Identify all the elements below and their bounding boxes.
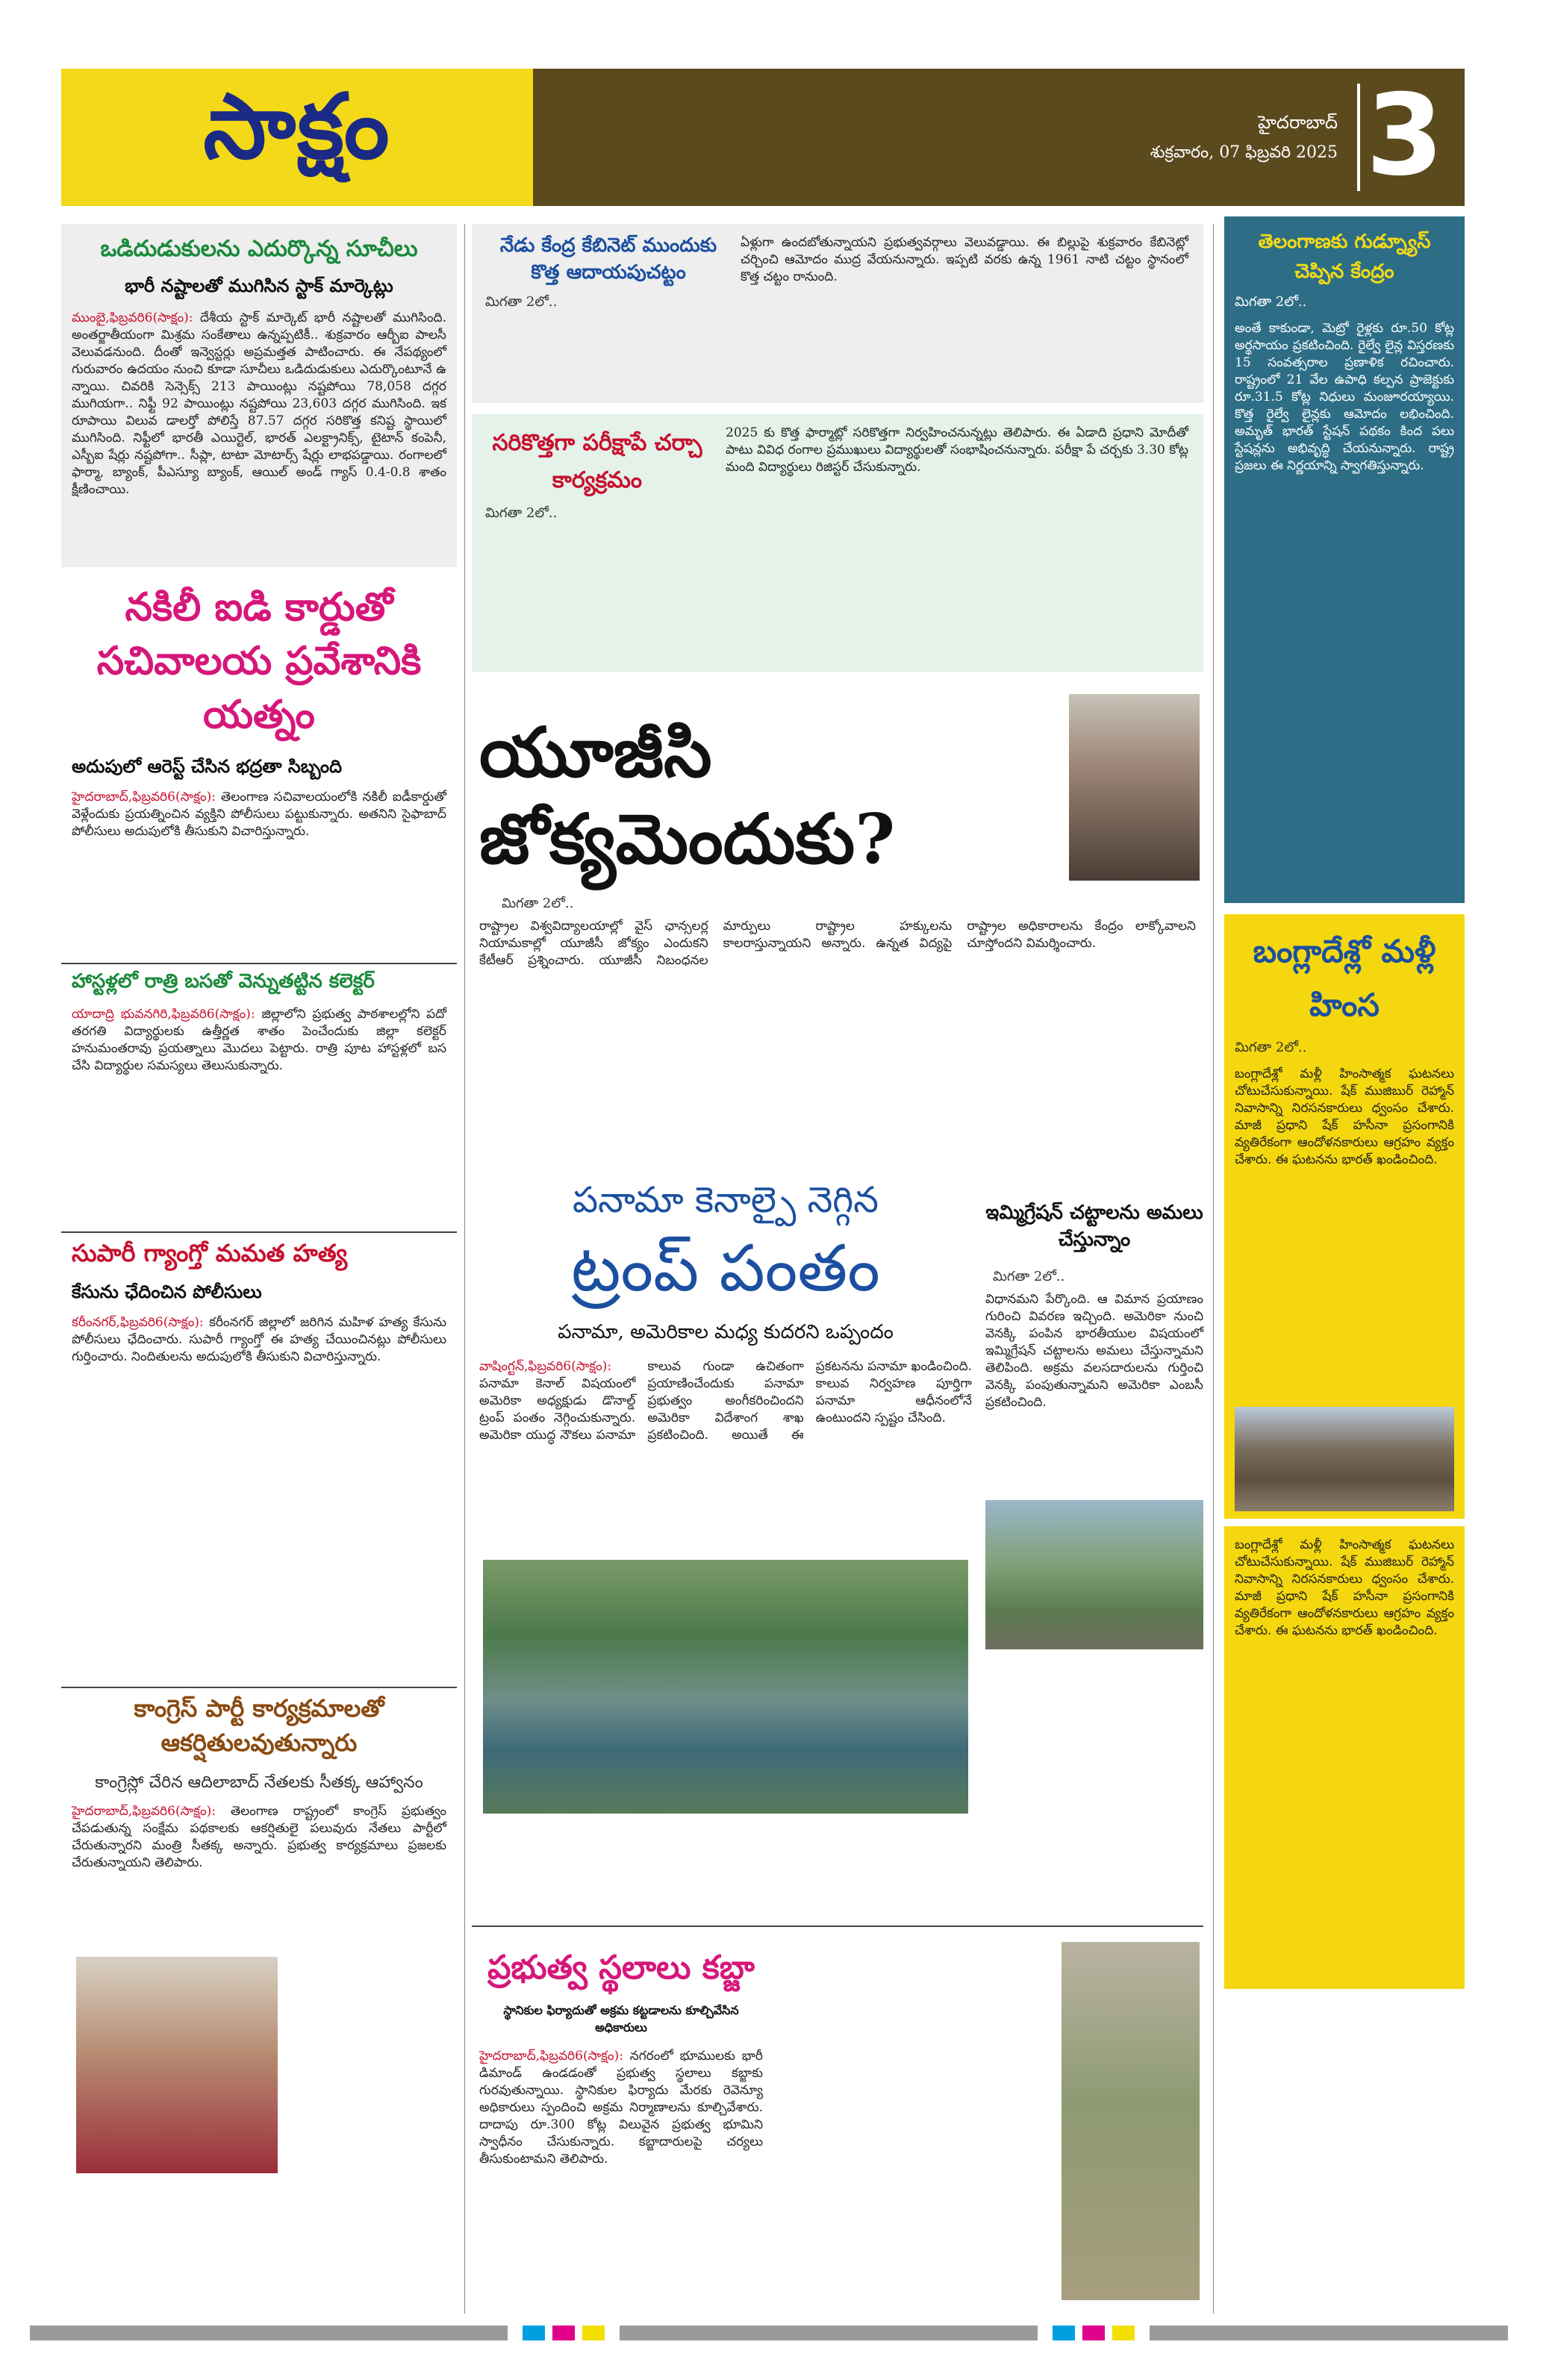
reg-magenta <box>552 2326 575 2340</box>
fake-id-text: తెలంగాణ సచివాలయంలోకి నకిలీ ఐడీకార్డుతో వెళ్లేందుకు ప్రయత్నించిన వ్యక్తిని పోలీసులు పట్టుకున్నారు. అతనిని సైఫాబాద్ పోలీసులు అదుపులోకి తీసుకుని విచారిస్తున్నారు. <box>72 790 446 839</box>
bangladesh-photo <box>1235 1407 1454 1511</box>
ugc-headline: యూజీసి జోక్యమెందుకు? <box>479 712 896 879</box>
reg-yellow-2 <box>1112 2326 1135 2340</box>
edition-date: శుక్రవారం, 07 ఫిబ్రవరి 2025 <box>1150 143 1338 162</box>
panama-dateline: వాషింగ్టన్,ఫిబ్రవరి6(సాక్షం): <box>479 1359 612 1374</box>
land-text: నగరంలో భూములకు భారీ డిమాండ్ ఉండడంతో ప్రభుత్వ స్థలాలు కబ్జాకు గురవుతున్నాయి. స్థానికుల ఫిర్యాదు మేరకు రెవెన్యూ అధికారులు స్పందించి అక్రమ నిర్మాణాలను కూల్చివేశారు. దాదాపు రూ.300 కోట్ల విలువైన ప్రభుత్వ భూమిని స్వాధీనం చేసుకున్నారు. కబ్జాదారులపై చర్యలు తీసుకుంటామని తెలిపారు. <box>479 2049 763 2167</box>
collector-body <box>72 1006 446 1075</box>
immigration-story <box>985 1172 1203 1843</box>
bangladesh-body: బంగ్లాదేశ్లో మళ్లీ హింసాత్మక ఘటనలు చోటుచేసుకున్నాయి. షేక్ ముజిబుర్ రెహ్మాన్ నివాసాన్ని నిరసనకారులు ధ్వంసం చేశారు. మాజీ ప్రధాని షేక్ హసీనా ప్రసంగానికి వ్యతిరేకంగా ఆందోళనకారులు ఆగ్రహం వ్యక్తం చేశారు. ఈ ఘటనను భారత్ ఖండించింది. <box>1235 1066 1454 1167</box>
fake-id-subhead: అదుపులో ఆరెస్ట్ చేసిన భద్రతా సిబ్బంది <box>72 755 343 777</box>
ktr-photo <box>1069 694 1200 881</box>
market-subhead: భారీ నష్టాలతో ముగిసిన స్టాక్ మార్కెట్లు <box>125 275 393 296</box>
ugc-story <box>472 687 1203 1164</box>
congress-story <box>61 1687 457 2314</box>
print-registration-bar <box>30 2326 1513 2340</box>
reg-black-3 <box>1150 2326 1508 2340</box>
congress-body <box>72 1803 446 1872</box>
masthead-info-bar <box>533 69 1465 206</box>
pariksha-story <box>472 414 1203 672</box>
congress-text: తెలంగాణ రాష్ట్రంలో కాంగ్రెస్ ప్రభుత్వం చేపడుతున్న సంక్షేమ పథకాలకు ఆకర్షితులై పలువురు నేతలు పార్టీలో చేరుతున్నారని మంత్రి సీతక్క అన్నారు. ప్రభుత్వ కార్యక్రమాలు ప్రజలకు చేరుతున్నాయని తెలిపారు. <box>72 1804 446 1870</box>
market-story <box>61 224 457 567</box>
bangladesh-headline: బంగ్లాదేశ్లో మళ్లీ హింస <box>1253 933 1436 1023</box>
bangladesh-byline: మిగతా 2లో.. <box>1235 1040 1307 1055</box>
collector-text: జిల్లాలోని ప్రభుత్వ పాఠశాలల్లోని పదో తరగతి విద్యార్థులకు ఉత్తీర్ణత శాతం పెంచేందుకు జిల్లా కలెక్టర్ హనుమంతరావు ప్రయత్నాలు మొదలు పెట్టారు. రాత్రి పూట హాస్టళ్లలో బస చేసి విద్యార్థుల సమస్యలు తెలుసుకున్నారు. <box>72 1007 446 1073</box>
land-body <box>479 2048 763 2168</box>
supari-body <box>72 1314 446 1366</box>
reg-magenta-2 <box>1082 2326 1105 2340</box>
fake-id-body <box>72 789 446 840</box>
pariksha-body: 2025 కు కొత్త ఫార్మాట్లో సరికొత్తగా నిర్వహించనున్నట్లు తెలిపారు. ఈ ఏడాది ప్రధాని మోదీతో పాటు వివిధ రంగాల ప్రముఖులు విద్యార్థులతో సంభాషించనున్నారు. పరీక్షా పే చర్చకు 3.30 కోట్ల మంది విద్యార్థులు రిజిస్టర్ చేసుకున్నారు. <box>726 425 1188 475</box>
logo-box <box>61 69 533 206</box>
congress-dateline: హైదరాబాద్,ఫిబ్రవరి6(సాక్షం): <box>72 1804 216 1819</box>
telangana-news-body: అంతే కాకుండా, మెట్రో రైళ్లకు రూ.50 కోట్ల అర్థసాయం ప్రకటించింది. రైల్వే లైన్ల విస్తరణకు 15 సంవత్సరాల ప్రణాళిక రచించారు. రాష్ట్రంలో 21 వేల ఉపాధి కల్పన ప్రాజెక్టుకు రూ.31.5 కోట్ల నిధులు మంజూరయ్యాయి. కొత్త రైల్వే లైన్లకు ఆమోదం లభించింది. అమృత్ భారత్ స్టేషన్ పథకం కింద పలు స్టేషన్లను అభివృద్ధి చేయనున్నారు. రాష్ట్ర ప్రజలు ఈ నిర్ణయాన్ని స్వాగతిస్తున్నారు. <box>1235 321 1454 473</box>
telangana-news-byline: మిగతా 2లో.. <box>1235 294 1307 310</box>
page-number: 3 <box>1365 71 1444 201</box>
pariksha-byline: మిగతా 2లో.. <box>485 505 558 521</box>
cabinet-story <box>472 224 1203 403</box>
collector-headline: హాస్టళ్లలో రాత్రి బసతో వెన్నుతట్టిన కలెక్టర్ <box>72 970 375 993</box>
market-headline: ఒడిదుడుకులను ఎదుర్కొన్న సూచీలు <box>100 236 418 262</box>
telangana-news-story <box>1224 216 1465 903</box>
panama-headline-1: పనామా కెనాల్పై నెగ్గిన <box>572 1179 879 1221</box>
panama-headline-2: ట్రంప్ పంతం <box>571 1231 880 1306</box>
ugc-body: రాష్ట్రాల విశ్వవిద్యాలయాల్లో వైస్ ఛాన్సలర్ల నియామకాల్లో యూజీసీ జోక్యం ఎందుకని కేటీఆర్ ప్రశ్నించారు. యూజీసీ నిబంధనల మార్పులు రాష్ట్రాల హక్కులను కాలరాస్తున్నాయని అన్నారు. ఉన్నత విద్యపై రాష్ట్రాల అధికారాలను కేంద్రం లాక్కోవాలని చూస్తోందని విమర్శించారు. <box>479 919 1196 968</box>
market-text: దేశీయ స్టాక్ మార్కెట్ భారీ నష్టాలతో ముగిసింది. అంతర్జాతీయంగా మిశ్రమ సంకేతాలు ఉన్నప్పటికీ.. శుక్రవారం ఆర్బీఐ పాలసీ వెలువడనుంది. దీంతో ఇన్వెస్టర్లు అప్రమత్తత పాటించారు. ఈ నేపథ్యంలో గురువారం ఉదయం నుంచి కూడా సూచీలు ఒడిదుడుకులు ఎదుర్కొంటూనే ఉ న్నాయి. చివరికి సెన్సెక్స్ 213 పాయింట్లు నష్టపోయి 78,058 దగ్గర ముగియగా.. నిఫ్టీ 92 పాయింట్లు నష్టపోయి 23,603 దగ్గర ముగిసింది. ఇక రూపాయి విలువ డాలర్తో పోలిస్తే 87.57 దగ్గర సరికొత్త కనిష్ట స్థాయిలో ముగిసింది. నిఫ్టీలో భారతీ ఎయిర్టెల్, భారత్ ఎలక్ట్రానిక్స్, టైటాన్ కంపెనీ, ఎస్బీఐ షేర్లు నష్టపోగా.. సీప్లా, టాటా మోటార్స్ షేర్లు లాభపడ్డాయి. రంగాలలో ఫార్మా, బ్యాంక్, పీఎస్యూ బ్యాంక్, ఆయిల్ అండ్ గ్యాస్ 0.4-0.8 శాతం క్షీణించాయి. <box>72 310 446 497</box>
land-headline: ప్రభుత్వ స్థలాలు కబ్జా <box>487 1949 755 1987</box>
collector-story <box>61 963 457 1224</box>
congress-subhead: కాంగ్రెస్లో చేరిన ఆదిలాబాద్ నేతలకు సీతక్క ఆహ్వానం <box>95 1773 423 1792</box>
reg-cyan-2 <box>1053 2326 1075 2340</box>
fake-id-dateline: హైదరాబాద్,ఫిబ్రవరి6(సాక్షం): <box>72 790 216 805</box>
land-subhead: స్థానికుల ఫిర్యాదుతో అక్రమ కట్టడాలను కూల్చివేసిన అధికారులు <box>503 2003 739 2034</box>
supari-headline: సుపారీ గ్యాంగ్తో మమత హత్య <box>72 1239 348 1267</box>
fake-id-story <box>61 575 457 948</box>
fake-id-headline: నకిలీ ఐడి కార్డుతో సచివాలయ ప్రవేశానికి యత్నం <box>96 584 422 737</box>
supari-subhead: కేసును ఛేదించిన పోలీసులు <box>72 1281 262 1302</box>
immigration-byline: మిగతా 2లో.. <box>993 1269 1065 1284</box>
ugc-byline: మిగతా 2లో.. <box>502 896 574 911</box>
market-dateline: ముంబై,ఫిబ్రవరి6(సాక్షం): <box>72 310 193 325</box>
supari-story <box>61 1231 457 1679</box>
masthead <box>61 69 1465 206</box>
cabinet-headline: నేడు కేంద్ర కేబినెట్ ముందుకు కొత్త ఆదాయపుచట్టం <box>499 234 717 284</box>
reg-black-1 <box>30 2326 508 2340</box>
pariksha-headline: సరికొత్తగా పరీక్షాపే చర్చా కార్యక్రమం <box>492 430 702 493</box>
land-photo <box>1062 1942 1200 2300</box>
immigration-photo <box>985 1500 1203 1649</box>
reg-black-2 <box>620 2326 1038 2340</box>
masthead-divider <box>1357 84 1360 191</box>
supari-dateline: కరీంనగర్,ఫిబ్రవరి6(సాక్షం): <box>72 1315 204 1330</box>
panama-canal-photo <box>483 1560 968 1814</box>
bangladesh-body-continued: బంగ్లాదేశ్లో మళ్లీ హింసాత్మక ఘటనలు చోటుచేసుకున్నాయి. షేక్ ముజిబుర్ రెహ్మాన్ నివాసాన్ని నిరసనకారులు ధ్వంసం చేశారు. మాజీ ప్రధాని షేక్ హసీనా ప్రసంగానికి వ్యతిరేకంగా ఆందోళనకారులు ఆగ్రహం వ్యక్తం చేశారు. ఈ ఘటనను భారత్ ఖండించింది. <box>1235 1537 1454 1638</box>
immigration-body: విధానమని పేర్కొంది. ఆ విమాన ప్రయాణం గురించి వివరణ ఇచ్చింది. అమెరికా నుంచి వెనక్కి పంపిన భారతీయుల విషయంలో ఇమ్మిగ్రేషన్ చట్టాలను అమలు చేస్తున్నామని తెలిపింది. అక్రమ వలసదారులను గుర్తించి వెనక్కి పంపుతున్నామని అమెరికా ఎంబసీ ప్రకటించింది. <box>985 1292 1203 1410</box>
reg-cyan <box>523 2326 545 2340</box>
land-dateline: హైదరాబాద్,ఫిబ్రవరి6(సాక్షం): <box>479 2049 623 2064</box>
edition-city: హైదరాబాద్ <box>1258 112 1338 133</box>
column-rule-2 <box>1213 224 1214 2314</box>
collector-dateline: యాదాద్రి భువనగిరి,ఫిబ్రవరి6(సాక్షం): <box>72 1007 255 1022</box>
market-body <box>72 310 446 499</box>
newspaper-logo: సాక్షం <box>203 74 391 179</box>
panama-body <box>479 1358 972 1545</box>
panama-subhead: పనామా, అమెరికాల మధ్య కుదరని ఒప్పందం <box>558 1321 894 1343</box>
bangladesh-continued <box>1224 1526 1465 1989</box>
cabinet-byline: మిగతా 2లో.. <box>485 294 558 310</box>
minister-photo <box>76 1957 278 2173</box>
immigration-headline: ఇమ్మిగ్రేషన్ చట్టాలను అమలు చేస్తున్నాం <box>985 1202 1203 1251</box>
supari-text: కరీంనగర్ జిల్లాలో జరిగిన మహిళ హత్య కేసును పోలీసులు ఛేదించారు. సుపారీ గ్యాంగ్తో ఈ హత్య చేయించినట్లు పోలీసులు గుర్తించారు. నిందితులను అదుపులోకి తీసుకుని విచారిస్తున్నారు. <box>72 1315 446 1364</box>
bangladesh-story <box>1224 914 1465 1519</box>
cabinet-body: ఏళ్లుగా ఉందబోతున్నాయని ప్రభుత్వవర్గాలు వెలువడ్డాయి. ఈ బిల్లుపై శుక్రవారం కేబినెట్లో చర్చించి ఆమోదం ముద్ర వేయనున్నారు. ఇప్పటి వరకు ఉన్న 1961 నాటి చట్టం స్థానంలో కొత్త చట్టం రానుంది. <box>741 235 1188 284</box>
column-rule-1 <box>464 224 465 2314</box>
reg-yellow <box>582 2326 605 2340</box>
land-story <box>472 1925 1203 2314</box>
congress-headline: కాంగ్రెస్ పార్టీ కార్యక్రమాలతో ఆకర్షితులవుతున్నారు <box>134 1694 384 1757</box>
panama-story <box>472 1172 979 1843</box>
panama-text: పనామా కెనాల్ విషయంలో అమెరికా అధ్యక్షుడు డొనాల్డ్ ట్రంప్ పంతం నెగ్గించుకున్నారు. అమెరికా యుద్ధ నౌకలు పనామా కాలువ గుండా ఉచితంగా ప్రయాణించేందుకు పనామా ప్రభుత్వం అంగీకరించిందని అమెరికా విదేశాంగ శాఖ ప్రకటించింది. అయితే ఈ ప్రకటనను పనామా ఖండించింది. కాలువ నిర్వహణ పూర్తిగా పనామా ఆధీనంలోనే ఉంటుందని స్పష్టం చేసింది. <box>479 1359 972 1443</box>
telangana-news-headline: తెలంగాణకు గుడ్న్యూస్ చెప్పిన కేంద్రం <box>1258 231 1431 283</box>
